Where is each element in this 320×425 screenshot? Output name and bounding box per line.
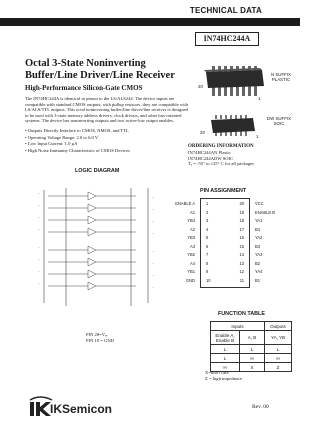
- dip-package-illustration: [198, 60, 298, 108]
- ordering-line: Tₐ = -55° to 125° C for all packages: [188, 161, 254, 167]
- header-bar: [0, 18, 300, 26]
- table-row: H X Z: [211, 363, 292, 372]
- document-title: [25, 58, 195, 82]
- table-row: L L L: [211, 345, 292, 354]
- soic-pin-20-label: 20: [200, 130, 205, 135]
- logic-pin-note: PIN 20=Vₑₑ PIN 10 = GND: [86, 332, 114, 343]
- ordering-information: [188, 144, 292, 167]
- title-line-2: Buffer/Line Driver/Line Receiver: [25, 70, 175, 81]
- svg-text:--: --: [152, 261, 155, 265]
- description-paragraph: The IN74HC244A is identical in pinout to the LS/ALS244. The device inputs are compatible with standard CMOS outputs; with pullup resistors, they are compatible with LS/ALS/TTL outputs. This octal noninverting buffer/line driver/line receiver is designed to be used with 3-state memory address drivers, clock drivers, and other bus-oriented systems. The device has noninverting outputs and two active-low output enables.: [25, 96, 189, 124]
- dip-pin-20-label: 20: [198, 84, 203, 89]
- col-yayb: YA, YB: [265, 331, 292, 345]
- ordering-heading: ORDERING INFORMATION: [188, 144, 254, 149]
- svg-text:--: --: [152, 195, 155, 199]
- svg-text:--: --: [152, 249, 155, 253]
- svg-text:--: --: [38, 191, 41, 195]
- pin-row: YB2 7 14 YA3: [187, 252, 263, 257]
- svg-text:--: --: [152, 285, 155, 289]
- svg-text:--: --: [38, 245, 41, 249]
- col-ab: A, B: [240, 331, 265, 345]
- svg-text:--: --: [152, 207, 155, 211]
- title-line-1: Octal 3-State Noninverting: [25, 58, 146, 69]
- svg-text:--: --: [38, 203, 41, 207]
- svg-text:--: --: [152, 273, 155, 277]
- pin-assignment-title: PIN ASSIGNMENT: [200, 188, 247, 194]
- soic-pin-1-label: 1: [256, 134, 259, 139]
- logic-diagram: [36, 178, 166, 318]
- pin-row: YB3 5 16 YA2: [187, 235, 263, 240]
- svg-text:--: --: [38, 269, 41, 273]
- feature-item: • Outputs Directly Interface to CMOS, NMOS, and TTL: [25, 128, 195, 135]
- technical-data-label: TECHNICAL DATA: [189, 6, 262, 15]
- ordering-line: IN74HC244ADW SOIC: [188, 155, 234, 161]
- svg-text:--: --: [152, 231, 155, 235]
- pin-row: A2 4 17 B4: [189, 226, 261, 232]
- svg-text:--: --: [38, 227, 41, 231]
- pin-row: YB4 3 18 YA1: [187, 218, 263, 223]
- part-number-box: IN74HC244A: [195, 32, 259, 46]
- outputs-header: Outputs: [265, 322, 292, 331]
- soic-package-illustration: [205, 112, 263, 140]
- revision-label: Rev. 00: [252, 404, 269, 410]
- table-row: L H H: [211, 354, 292, 363]
- col-enable: Enable A, Enable B: [211, 331, 240, 345]
- ordering-line: IN74HC244AN Plastic: [188, 149, 231, 155]
- inputs-header: Inputs: [211, 322, 265, 331]
- feature-item: • Low Input Current: 1.0 µA: [25, 141, 195, 148]
- pin-row: YB1 9 12 YA4: [187, 269, 263, 274]
- pin-assignment-chip: [175, 198, 276, 288]
- svg-text:--: --: [152, 219, 155, 223]
- document-subtitle: High-Performance Silicon-Gate CMOS: [25, 84, 143, 92]
- pin-row: GND 10 11 B1: [185, 277, 261, 283]
- svg-text:--: --: [38, 215, 41, 219]
- svg-text:--: --: [38, 257, 41, 261]
- n-suffix-label: N SUFFIX PLASTIC: [270, 72, 291, 83]
- pin-row: A1 2 19 ENABLE B: [189, 209, 276, 215]
- features-list: [25, 128, 195, 154]
- logic-diagram-title: LOGIC DIAGRAM: [75, 168, 120, 174]
- dip-pin-1-label: 1: [258, 96, 261, 101]
- pin-row: ENABLE A 1 20 VCC: [175, 201, 264, 206]
- function-table-notes: X=don't care Z = high impedance: [205, 370, 242, 381]
- feature-item: • Operating Voltage Range: 2.0 to 6.0 V: [25, 135, 195, 142]
- pin-row: A3 6 15 B3: [189, 243, 261, 249]
- dw-suffix-label: DW SUFFIX SOIC: [266, 116, 292, 127]
- svg-text:--: --: [38, 281, 41, 285]
- function-table: [210, 321, 292, 372]
- company-logo-text: IKSemicon: [50, 402, 113, 416]
- function-table-title: FUNCTION TABLE: [218, 311, 265, 317]
- feature-item: • High Noise Immunity Characteristic of CMOS Devices: [25, 148, 195, 155]
- pin-row: A4 8 13 B2: [189, 260, 261, 266]
